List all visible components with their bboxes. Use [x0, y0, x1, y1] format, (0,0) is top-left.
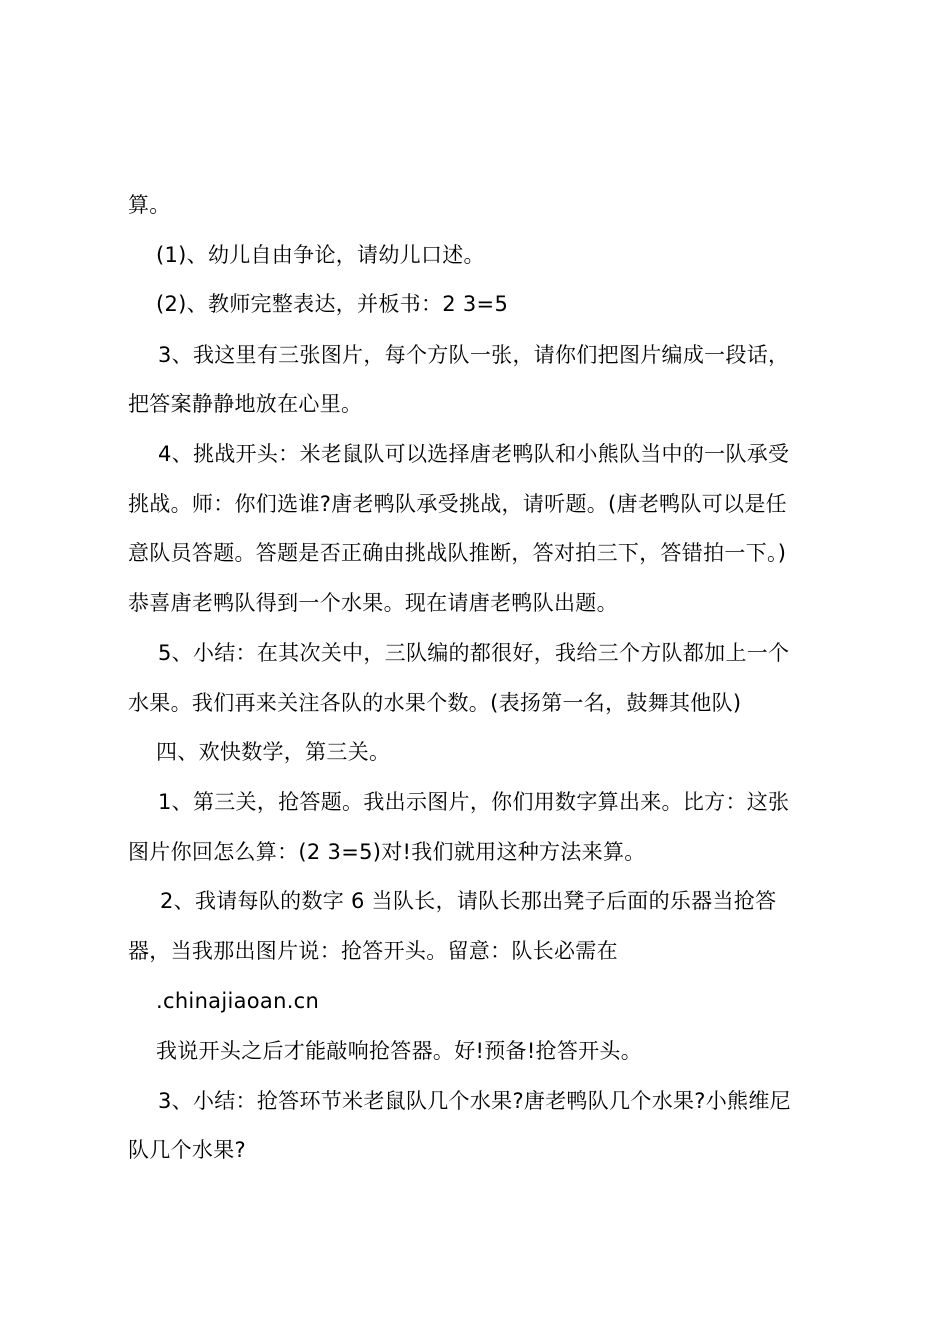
text-line: 5、小结：在其次关中，三队编的都很好，我给三个方队都加上一个: [158, 641, 790, 665]
text-line: (1)、幼儿自由争论，请幼儿口述。: [156, 243, 485, 267]
text-line: 3、小结：抢答环节米老鼠队几个水果?唐老鸭队几个水果?小熊维尼: [158, 1089, 791, 1113]
watermark-url: .chinajiaoan.cn: [156, 989, 320, 1013]
text-line: 恭喜唐老鸭队得到一个水果。现在请唐老鸭队出题。: [128, 591, 618, 615]
text-line: 挑战。师：你们选谁?唐老鸭队承受挑战，请听题。(唐老鸭队可以是任: [128, 492, 787, 516]
text-line: 1、第三关，抢答题。我出示图片，你们用数字算出来。比方：这张: [158, 790, 790, 814]
text-line: 算。: [128, 193, 171, 217]
text-line: 2、我请每队的数字 6 当队长，请队长那出凳子后面的乐器当抢答: [160, 889, 777, 913]
text-line: 我说开头之后才能敲响抢答器。好!预备!抢答开头。: [156, 1039, 643, 1063]
text-line: 水果。我们再来关注各队的水果个数。(表扬第一名，鼓舞其他队): [128, 691, 742, 715]
text-line: 四、欢快数学，第三关。: [156, 740, 391, 764]
text-line: 3、我这里有三张图片，每个方队一张，请你们把图片编成一段话，: [158, 343, 790, 367]
text-line: (2)、教师完整表达，并板书：2 3=5: [156, 292, 509, 316]
text-line: 队几个水果?: [128, 1138, 246, 1162]
text-line: 4、挑战开头：米老鼠队可以选择唐老鸭队和小熊队当中的一队承受: [158, 442, 790, 466]
text-line: 把答案静静地放在心里。: [128, 392, 363, 416]
text-line: 器，当我那出图片说：抢答开头。留意：队长必需在: [128, 939, 618, 963]
text-line: 图片你回怎么算：(2 3=5)对!我们就用这种方法来算。: [128, 840, 646, 864]
text-line: 意队员答题。答题是否正确由挑战队推断，答对拍三下，答错拍一下。): [128, 541, 787, 565]
